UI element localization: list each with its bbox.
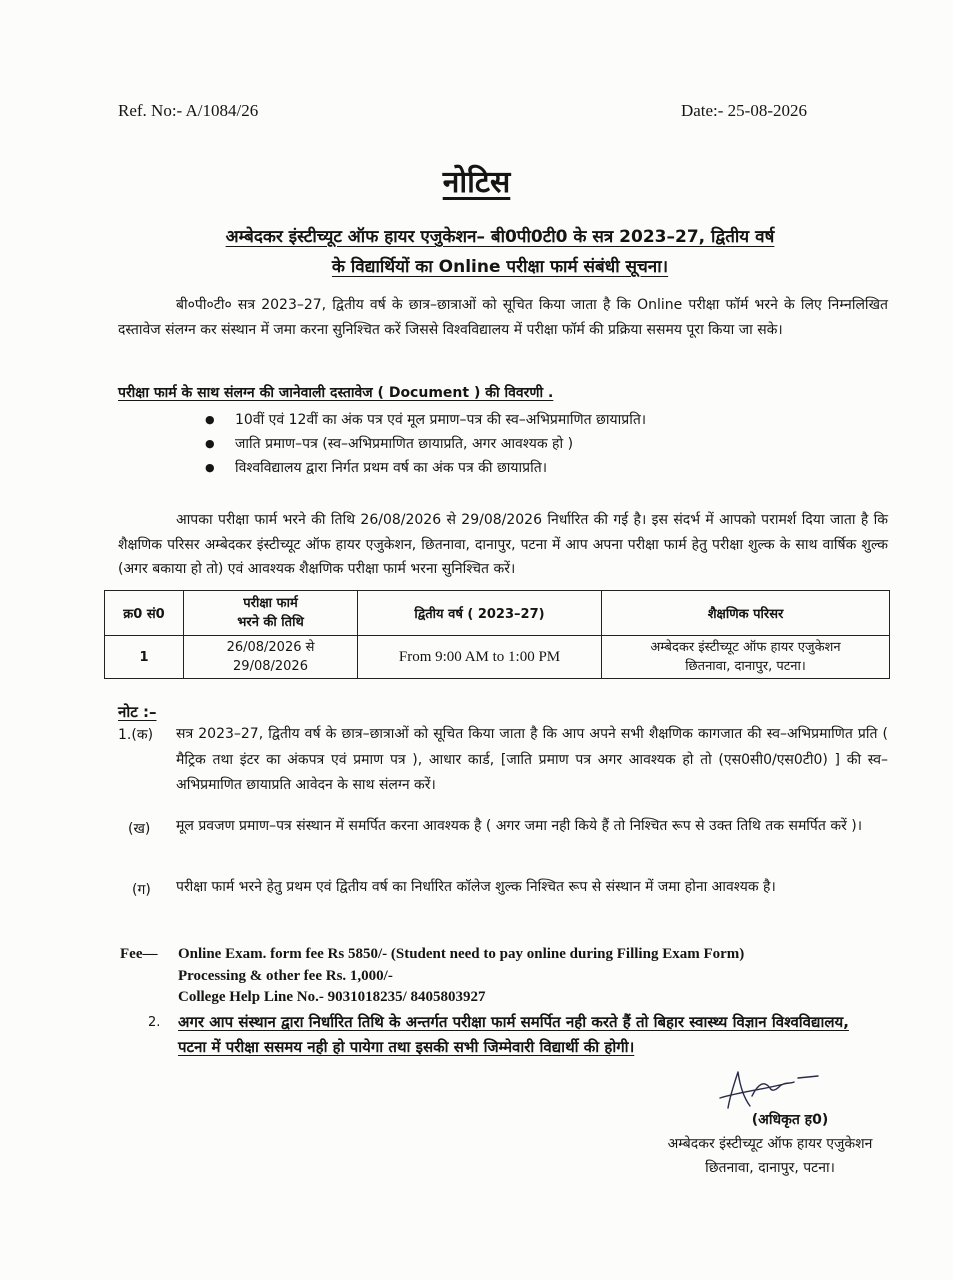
intro-paragraph: बी०पी०टी० सत्र 2023–27, द्वितीय वर्ष के छात्र–छात्राओं को सूचित किया जाता है कि Online परीक्षा फॉर्म भरने के लिए निम्नलिखित दस्तावेज संलग्न कर संस्थान में जमा करना सुनिश्चित करें जिससे विश्वविद्यालय में परीक्षा फॉर्म की प्रक्रिया ससमय पूरा किया जा सके। xyxy=(118,297,888,338)
cell-serial: 1 xyxy=(105,636,184,679)
notice-subject xyxy=(150,222,850,282)
fee-details xyxy=(178,944,744,1009)
notice-date: Date:- 25-08-2026 xyxy=(680,101,807,120)
signature-institute: अम्बेदकर इंस्टीच्यूट ऑफ हायर एजुकेशन xyxy=(667,1136,873,1152)
fee-line-helpline: College Help Line No.- 9031018235/ 8405803927 xyxy=(178,989,486,1005)
cell-campus-line-1: अम्बेदकर इंस्टीच्यूट ऑफ हायर एजुकेशन xyxy=(650,640,841,655)
cell-campus xyxy=(602,636,890,679)
signature-block xyxy=(640,1108,900,1180)
documents-list xyxy=(205,408,646,480)
notes-heading: नोट :– xyxy=(118,703,157,721)
note-text-2: मूल प्रवजण प्रमाण–पत्र संस्थान में समर्पित करना आवश्यक है ( अगर जमा नही किये हैं तो निश्चित रूप से उक्त तिथि तक समर्पित करें )। xyxy=(176,818,863,834)
subject-line-1: अम्बेदकर इंस्टीच्यूट ऑफ हायर एजुकेशन– बी0पी0टी0 के सत्र 2023–27, द्वितीय वर्ष xyxy=(225,227,775,247)
cell-date-line-2: 29/08/2026 xyxy=(233,659,308,674)
header-date xyxy=(184,591,358,636)
cell-date-line-1: 26/08/2026 से xyxy=(226,640,315,655)
table-row xyxy=(105,636,890,679)
reference-number: Ref. No:- A/1084/26 xyxy=(118,101,259,120)
note-label-3: (ग) xyxy=(132,882,151,898)
documents-heading: परीक्षा फार्म के साथ संलग्न की जानेवाली दस्तावेज ( Document ) की विवरणी . xyxy=(118,385,554,401)
signature-scribble xyxy=(700,1062,840,1114)
cell-time: From 9:00 AM to 1:00 PM xyxy=(358,636,602,679)
fee-label: Fee— xyxy=(120,946,158,962)
header-year: द्वितीय वर्ष ( 2023–27) xyxy=(358,591,602,636)
fee-line-exam: Online Exam. form fee Rs 5850/- (Student need to pay online during Filling Exam Form) xyxy=(178,946,745,962)
list-item: ● विश्वविद्यालय द्वारा निर्गत प्रथम वर्ष का अंक पत्र की छायाप्रति। xyxy=(205,456,646,480)
note-label-1: 1.(क) xyxy=(118,727,154,743)
dates-paragraph: आपका परीक्षा फार्म भरने की तिथि 26/08/2026 से 29/08/2026 निर्धारित की गई है। इस संदर्भ में आपको परामर्श दिया जाता है कि शैक्षणिक परिसर अम्बेदकर इंस्टीच्यूट ऑफ हायर एजुकेशन, छितनावा, दानापुर, पटना में आप अपना परीक्षा फार्म हेतु परीक्षा शुल्क के साथ वार्षिक शुल्क (अगर बकाया हो तो) एवं आवश्यक शैक्षणिक परीक्षा फार्म भरना सुनिश्चित करें। xyxy=(118,512,888,577)
cell-date xyxy=(184,636,358,679)
signature-designation: (अधिकृत ह0) xyxy=(751,1112,829,1128)
point-2-text: अगर आप संस्थान द्वारा निर्धारित तिथि के अन्तर्गत परीक्षा फार्म समर्पित नही करते हैं तो बिहार स्वास्थ्य विज्ञान विश्वविद्यालय, पटना में परीक्षा ससमय नही हो पायेगा तथा इसकी सभी जिम्मेवारी विद्यार्थी की होगी। xyxy=(178,1013,849,1056)
subject-line-2: के विद्यार्थियों का Online परीक्षा फार्म संबंधी सूचना। xyxy=(331,257,669,277)
list-item: ● 10वीं एवं 12वीं का अंक पत्र एवं मूल प्रमाण–पत्र की स्व–अभिप्रमाणित छायाप्रति। xyxy=(205,408,646,432)
notice-title: नोटिस xyxy=(442,165,511,200)
note-text-1: सत्र 2023–27, द्वितीय वर्ष के छात्र–छात्राओं को सूचित किया जाता है कि आप अपने सभी शैक्षणिक कागजात की स्व–अभिप्रमाणित प्रति ( मैट्रिक तथा इंटर का अंकपत्र एवं प्रमाण पत्र ), आधार कार्ड, [जाति प्रमाण पत्र अगर आवश्यक हो तो (एस0सी0/एस0टी0) ] की स्व–अभिप्रमाणित छायाप्रति आवेदन के साथ संलग्न करें। xyxy=(176,726,888,793)
list-item: ● जाति प्रमाण–पत्र (स्व–अभिप्रमाणित छायाप्रति, अगर आवश्यक हो ) xyxy=(205,432,646,456)
schedule-table xyxy=(104,590,890,679)
point-2-label: 2. xyxy=(148,1015,161,1030)
fee-line-processing: Processing & other fee Rs. 1,000/- xyxy=(178,967,393,984)
cell-campus-line-2: छितनावा, दानापुर, पटना। xyxy=(685,659,806,674)
table-header-row xyxy=(105,591,890,636)
note-text-3: परीक्षा फार्म भरने हेतु प्रथम एवं द्वितीय वर्ष का निर्धारित कॉलेज शुल्क निश्चित रूप से संस्थान में जमा होना आवश्यक है। xyxy=(176,879,776,895)
header-date-line-2: भरने की तिथि xyxy=(237,615,304,630)
note-label-2: (ख) xyxy=(128,821,151,837)
header-date-line-1: परीक्षा फार्म xyxy=(243,596,298,611)
signature-address: छितनावा, दानापुर, पटना। xyxy=(705,1160,835,1176)
header-serial: क्र0 सं0 xyxy=(105,591,184,636)
header-campus: शैक्षणिक परिसर xyxy=(602,591,890,636)
